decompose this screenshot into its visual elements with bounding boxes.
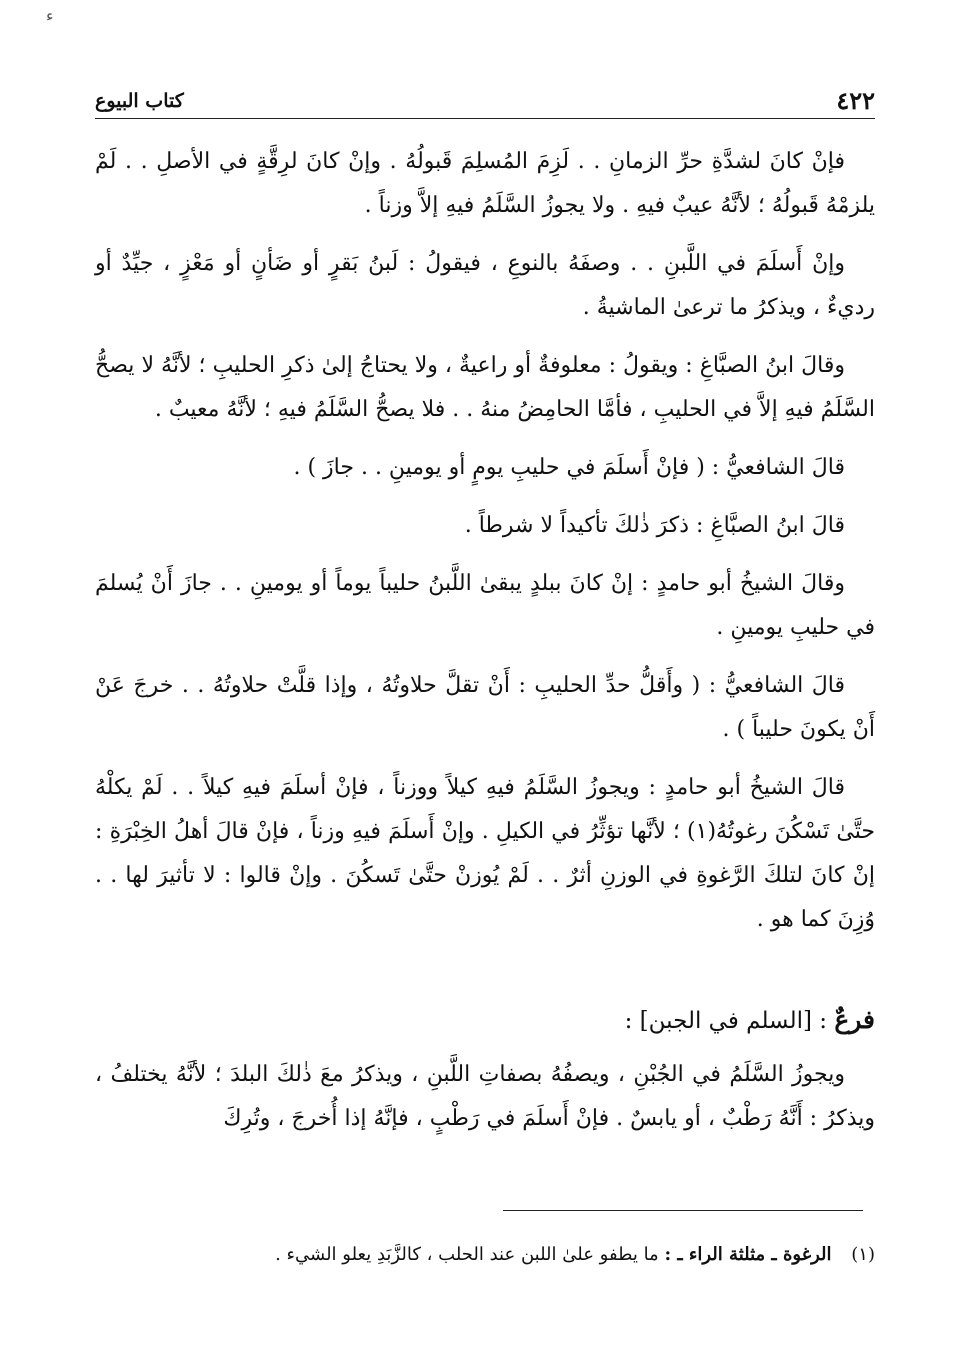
paragraph: وإنْ أَسلَمَ في اللَّبنِ . . وصفَهُ بالنوعِ ، فيقولُ : لَبنُ بَقرٍ أو ضَأنٍ أو مَعْزٍ ، جيِّدٌ أو رديءٌ ، ويذكرُ ما ترعىٰ الماشيةُ . bbox=[95, 251, 875, 320]
paragraph: قالَ الشافعيُّ : ( وأَقلُّ حدِّ الحليبِ : أَنْ تقلَّ حلاوتُهُ ، وإذا قلَّتْ حلاوتُهُ . . خرجَ عَنْ أَنْ يكونَ حليباً ) . bbox=[95, 673, 875, 742]
page-header bbox=[95, 86, 875, 119]
paragraph: ويجوزُ السَّلَمُ في الجُبْنِ ، ويصفُهُ بصفاتِ اللَّبنِ ، ويذكرُ معَ ذٰلكَ البلدَ ؛ لأنَّهُ يختلفُ ، ويذكرُ : أَنَّهُ رَطْبٌ ، أو يابسٌ . فإنْ أَسلَمَ في رَطْبٍ ، فإنَّهُ إذا أُخرجَ ، وتُرِكَ bbox=[95, 1062, 875, 1131]
main-text bbox=[95, 140, 875, 1155]
paragraph: قالَ ابنُ الصبَّاغِ : ذكرَ ذٰلكَ تأكيداً لا شرطاً . bbox=[464, 513, 845, 538]
paragraph: فإنْ كانَ لشدَّةِ حرِّ الزمانِ . . لَزِمَ المُسلِمَ قَبولُهُ . وإنْ كانَ لرِقَّةٍ في الأصلِ . . لَمْ يلزمْهُ قَبولُهُ ؛ لأنَّهُ عيبٌ فيهِ . ولا يجوزُ السَّلَمُ فيهِ إلاَّ وزناً . bbox=[95, 149, 875, 218]
paragraph: وقالَ الشيخُ أبو حامدٍ : إنْ كانَ ببلدٍ يبقىٰ اللَّبنُ حليباً يوماً أو يومينِ . . جازَ أَنْ يُسلمَ في حليبِ يومينِ . bbox=[95, 571, 875, 640]
book-title: كتاب البيوع bbox=[95, 90, 184, 112]
paragraph: قالَ الشيخُ أبو حامدٍ : ويجوزُ السَّلَمُ فيهِ كيلاً ووزناً ، فإنْ أسلَمَ فيهِ كيلاً . . لَمْ يكلْهُ حتَّىٰ تَسْكُنَ رغوتُهُ(١) ؛ لأنَّها تؤثِّرُ في الكيلِ . وإنْ أَسلَمَ فيهِ وزناً ، فإنْ قالَ أهلُ الخِبْرَةِ : إنْ كانَ لتلكَ الرَّغوةِ في الوزنِ أثرٌ . . لَمْ يُوزنْ حتَّىٰ تَسكُنَ . وإنْ قالوا : لا تأثيرَ لها . . وُزِنَ كما هو . bbox=[95, 775, 875, 932]
footnote-divider bbox=[503, 1210, 863, 1211]
footnote-number: (١) bbox=[851, 1244, 875, 1265]
branch-label: فرعٌ bbox=[834, 1005, 875, 1034]
branch-heading bbox=[95, 998, 875, 1043]
footnote-text: ما يطفو علىٰ اللبن عند الحلب ، كالزَّبَدِ يعلو الشيء . bbox=[275, 1244, 659, 1265]
paragraph: وقالَ ابنُ الصبَّاغِ : ويقولُ : معلوفةٌ أو راعيةٌ ، ولا يحتاجُ إلىٰ ذكرِ الحليبِ ؛ لأنَّهُ لا يصحُّ السَّلَمُ فيهِ إلاَّ في الحليبِ ، فأمَّا الحامِضُ منهُ . . فلا يصحُّ السَّلَمُ فيهِ ؛ لأنَّهُ معيبٌ . bbox=[95, 353, 875, 422]
branch-title: : [السلم في الجبن] : bbox=[624, 1008, 828, 1034]
footnote bbox=[95, 1240, 875, 1270]
page-number: ٤٢٢ bbox=[836, 86, 875, 115]
corner-mark: ء bbox=[46, 6, 54, 25]
paragraph: قالَ الشافعيُّ : ( فإنْ أَسلَمَ في حليبِ يومٍ أو يومينِ . . جازَ ) . bbox=[293, 455, 845, 480]
footnote-term: الرغوة ـ مثلثة الراء ـ : bbox=[664, 1244, 832, 1265]
